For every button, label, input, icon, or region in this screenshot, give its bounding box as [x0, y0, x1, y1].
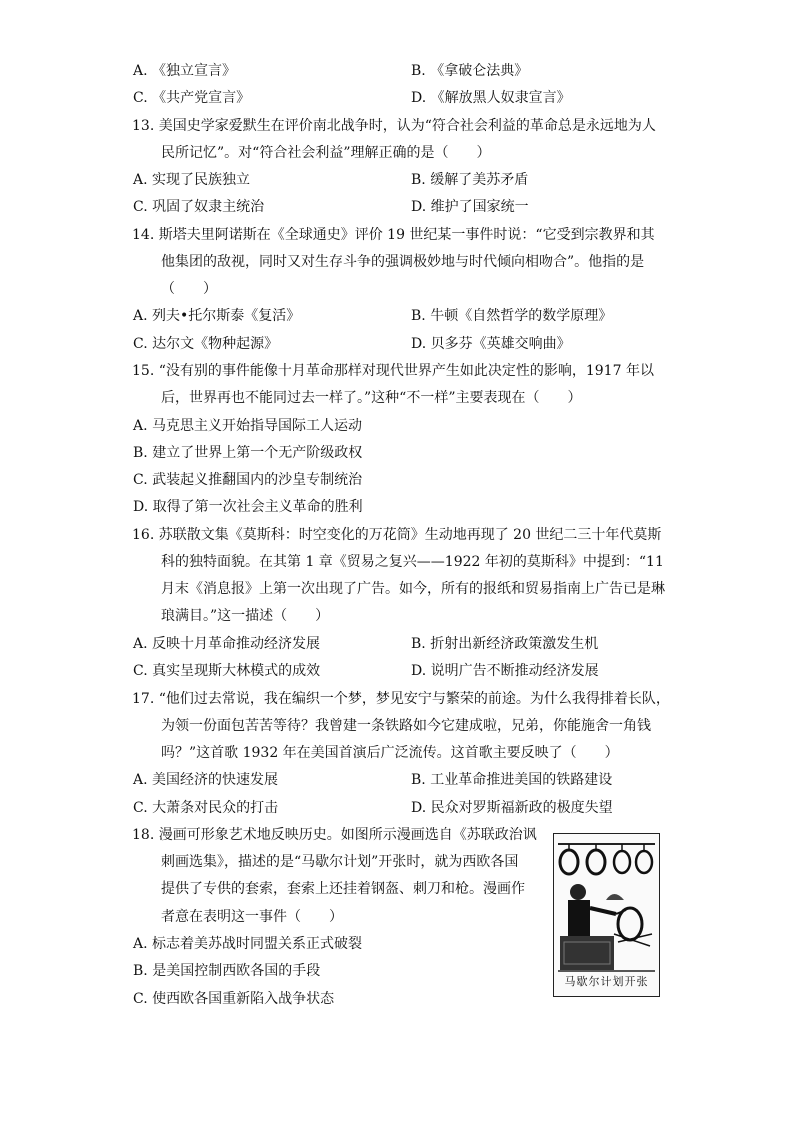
- q15-option-d: D. 取得了第一次社会主义革命的胜利: [133, 499, 363, 515]
- q17-option-c: C. 大萧条对民众的打击: [133, 800, 279, 816]
- q15-stem-line-1: 15. “没有别的事件能像十月革命那样对现代世界产生如此决定性的影响，1917 年以: [132, 363, 654, 379]
- q17-option-a: A. 美国经济的快速发展: [133, 772, 279, 788]
- q16-stem-line-2: 科的独特面貌。在其第 1 章《贸易之复兴——1922 年初的莫斯科》中提到：“11: [161, 554, 664, 570]
- q18-stem-line-4: 者意在表明这一事件（ ）: [161, 909, 343, 925]
- q15-option-c: C. 武装起义推翻国内的沙皇专制统治: [133, 472, 363, 488]
- q18-option-c: C. 使西欧各国重新陷入战争状态: [133, 991, 335, 1007]
- q18-stem-line-3: 提供了专供的套索，套索上还挂着钢盔、刺刀和枪。漫画作: [161, 881, 525, 897]
- q16-option-c: C. 真实呈现斯大林模式的成效: [133, 663, 321, 679]
- q16-stem-line-1: 16. 苏联散文集《莫斯科：时空变化的万花筒》生动地再现了 20 世纪二三十年代莫斯: [132, 527, 662, 543]
- q13-option-a: A. 实现了民族独立: [133, 172, 251, 188]
- q16-stem-line-3: 月末《消息报》上第一次出现了广告。如今，所有的报纸和贸易指南上广告已是琳: [161, 581, 665, 597]
- q15-stem-line-2: 后，世界再也不能同过去一样了。”这种“不一样”主要表现在（ ）: [161, 390, 582, 406]
- q17-option-b: B. 工业革命推进美国的铁路建设: [411, 772, 613, 788]
- q14-stem-line-1: 14. 斯塔夫里阿诺斯在《全球通史》评价 19 世纪某一事件时说：“它受到宗教界和其: [132, 227, 655, 243]
- q17-stem-line-3: 吗？”这首歌 1932 年在美国首演后广泛流传。这首歌主要反映了（ ）: [161, 745, 619, 761]
- q17-option-d: D. 民众对罗斯福新政的极度失望: [411, 800, 613, 816]
- q14-stem-line-3: （ ）: [161, 281, 217, 297]
- q14-option-a: A. 列夫•托尔斯泰《复活》: [133, 308, 301, 324]
- q13-stem-line-2: 民所记忆”。对“符合社会利益”理解正确的是（ ）: [161, 145, 491, 161]
- q15-option-b: B. 建立了世界上第一个无产阶级政权: [133, 445, 363, 461]
- q12-option-a: A. 《独立宣言》: [133, 63, 237, 79]
- q17-stem-line-1: 17. “他们过去常说，我在编织一个梦，梦见安宁与繁荣的前途。为什么我得排着长队，: [132, 691, 670, 707]
- q12-option-c: C. 《共产党宣言》: [133, 90, 251, 106]
- marshall-plan-cartoon: [553, 833, 660, 997]
- cartoon-illustration: [554, 834, 659, 974]
- q12-option-d: D. 《解放黑人奴隶宣言》: [411, 90, 571, 106]
- q12-option-b: B. 《拿破仑法典》: [411, 63, 529, 79]
- q15-option-a: A. 马克思主义开始指导国际工人运动: [133, 418, 363, 434]
- q14-option-d: D. 贝多芬《英雄交响曲》: [411, 336, 571, 352]
- q13-option-d: D. 维护了国家统一: [411, 199, 529, 215]
- q18-option-b: B. 是美国控制西欧各国的手段: [133, 963, 321, 979]
- q13-stem-line-1: 13. 美国史学家爱默生在评价南北战争时，认为“符合社会利益的革命总是永远地为人: [132, 118, 656, 134]
- q17-stem-line-2: 为领一份面包苦苦等待？我曾建一条铁路如今它建成啦，兄弟，你能施舍一角钱: [161, 718, 651, 734]
- q14-option-b: B. 牛顿《自然哲学的数学原理》: [411, 308, 613, 324]
- q14-stem-line-2: 他集团的敌视，同时又对生存斗争的强调极妙地与时代倾向相吻合”。他指的是: [161, 254, 645, 270]
- q18-stem-line-2: 刺画选集》，描述的是“马歇尔计划”开张时，就为西欧各国: [161, 854, 519, 870]
- q16-option-b: B. 折射出新经济政策激发生机: [411, 636, 599, 652]
- q16-option-d: D. 说明广告不断推动经济发展: [411, 663, 599, 679]
- q18-stem-line-1: 18. 漫画可形象艺术地反映历史。如图所示漫画选自《苏联政治讽: [132, 827, 537, 843]
- q13-option-b: B. 缓解了美苏矛盾: [411, 172, 529, 188]
- q16-option-a: A. 反映十月革命推动经济发展: [133, 636, 321, 652]
- cartoon-caption: 马歇尔计划开张: [564, 975, 649, 988]
- q14-option-c: C. 达尔文《物种起源》: [133, 336, 279, 352]
- q13-option-c: C. 巩固了奴隶主统治: [133, 199, 265, 215]
- q18-option-a: A. 标志着美苏战时同盟关系正式破裂: [133, 936, 363, 952]
- q16-stem-line-4: 琅满目。”这一描述（ ）: [161, 608, 330, 624]
